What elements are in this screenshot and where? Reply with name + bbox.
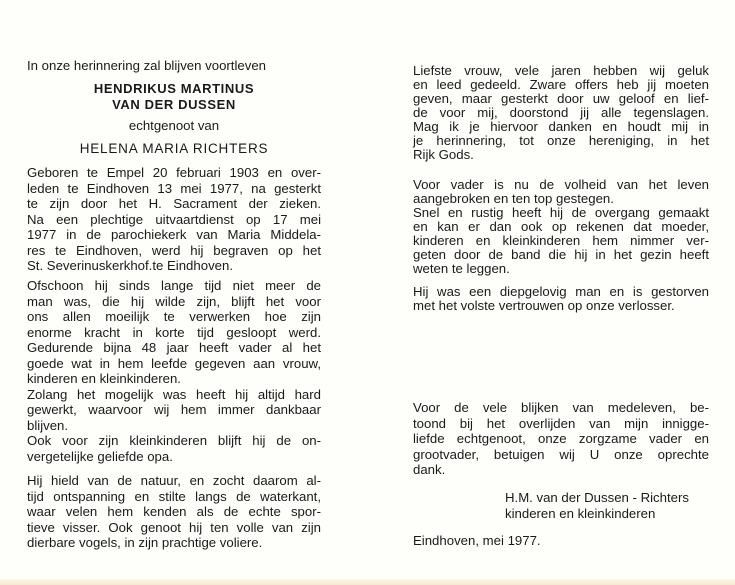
card-edge — [0, 579, 735, 585]
place-date — [413, 533, 709, 549]
biography-paragraph — [27, 165, 321, 274]
text-line: 1977 in de parochiekerk van Maria Middela- — [27, 227, 321, 242]
text-line: Ofschoon hij sinds lange tijd niet meer de — [27, 278, 321, 293]
text-line: Ook voor zijn kleinkinderen blijft hij de on- — [27, 433, 321, 448]
text-line: geven, maar gesterkt door uw geloof en lief- — [413, 91, 709, 106]
text-line: tijd ontspanning en stilte langs de waterkant, — [27, 488, 321, 504]
intro-line — [27, 58, 319, 74]
text-line: Na een plechtige uitvaartdienst op 17 mei — [27, 211, 321, 227]
text-line: man was, die hij wilde zijn, blijft het voor — [27, 293, 321, 309]
spouse-label — [27, 118, 321, 134]
father-paragraph — [413, 178, 709, 276]
text-line: grootvader, betuigen wij U onze oprechte — [413, 446, 709, 462]
text-line: en leed gedeeld. Zware offers heb jij moeten — [413, 77, 709, 92]
wife-paragraph — [413, 64, 709, 162]
text-line: kinderen en kleinkinderen — [505, 505, 656, 521]
text-line: VAN DER DUSSEN — [112, 96, 236, 112]
text-line: Hij was een diepgelovig man en is gestorven — [413, 284, 709, 299]
text-line: toond bij het overlijden van mijn innigge- — [413, 415, 709, 431]
text-line: goede wat in hem leefde gegeven aan vrouw, — [27, 355, 321, 371]
text-line: liefde echtgenoot, onze zorgzame vader en — [413, 431, 709, 446]
text-line: Voor vader is nu de volheid van het leven — [413, 177, 709, 192]
text-line: St. Severinuskerkhof.te Eindhoven. — [27, 258, 233, 273]
text-line: dank. — [413, 462, 446, 477]
text-line: met het volste vertrouwen op onze verlosser. — [413, 298, 675, 313]
text-line: weten te leggen. — [413, 261, 510, 276]
text-line: aangebroken en ten top gestegen. — [413, 191, 614, 206]
text-line: Snel en rustig heeft hij de overgang gemaakt — [413, 205, 709, 220]
text-line: res te Eindhoven, werd hij begraven op het — [27, 242, 321, 258]
remembrance-paragraph — [27, 278, 321, 464]
text-line: Voor de vele blijken van medeleven, be- — [413, 400, 709, 415]
text-line: tieve visser. Ook genoot hij ten volle van zijn — [27, 519, 321, 535]
text-line: Gedurende bijna 48 jaar heeft vader al het — [27, 340, 321, 355]
text-line: te zijn door het H. Sacrament der zieken. — [27, 196, 321, 211]
text-line: blijven. — [27, 417, 69, 433]
text-line: echtgenoot van — [128, 118, 220, 133]
text-line: HENDRIKUS MARTINUS — [93, 81, 255, 96]
text-line: kinderen en kleinkinderen hem nimmer ver- — [413, 233, 709, 248]
text-line: de voor mij, doorstond jij alle tegenslagen. — [413, 105, 709, 120]
text-line: enorme kracht in korte tijd gesloopt werd. — [27, 324, 321, 340]
nature-paragraph — [27, 473, 321, 551]
deceased-name — [27, 81, 321, 112]
text-line: Hij hield van de natuur, en zocht daarom al- — [27, 473, 321, 488]
text-line: In onze herinnering zal blijven voortleven — [27, 58, 266, 73]
text-line: HELENA MARIA RICHTERS — [79, 141, 269, 156]
text-line: Geboren te Empel 20 februari 1903 en over- — [27, 165, 321, 180]
text-line: en kan er dan ook op rekenen dat moeder, — [413, 219, 709, 234]
text-line: Zolang het mogelijk was heeft hij altijd hard — [27, 386, 321, 402]
text-line: geten door de band die hij in het gezin heeft — [413, 247, 709, 262]
text-line: je herinnering, tot onze hereniging, in het — [413, 133, 709, 148]
thanks-paragraph — [413, 400, 709, 478]
text-line: Eindhoven, mei 1977. — [413, 533, 541, 548]
text-line: leden te Eindhoven 13 mei 1977, na gesterkt — [27, 180, 321, 196]
text-line: Rijk Gods. — [413, 147, 474, 162]
text-line: vergetelijke geliefde opa. — [27, 448, 173, 464]
text-line: dierbare vogels, in zijn prachtige voliere. — [27, 535, 263, 550]
text-line: ons allen moeilijk te verwerken hoe zijn — [27, 309, 321, 324]
text-line: Liefste vrouw, vele jaren hebben wij geluk — [413, 63, 709, 78]
spouse-name — [27, 141, 321, 157]
faith-paragraph — [413, 285, 709, 313]
text-line: H.M. van der Dussen - Richters — [505, 490, 689, 505]
text-line: waar velen hem kenden als de echte spor- — [27, 504, 321, 519]
text-line: gewerkt, waarvoor wij hem immer dankbaar — [27, 402, 321, 417]
signature — [505, 490, 715, 521]
text-line: kinderen en kleinkinderen. — [27, 371, 181, 386]
text-line: Mag ik je hiervoor danken en houdt mij in — [413, 119, 709, 134]
